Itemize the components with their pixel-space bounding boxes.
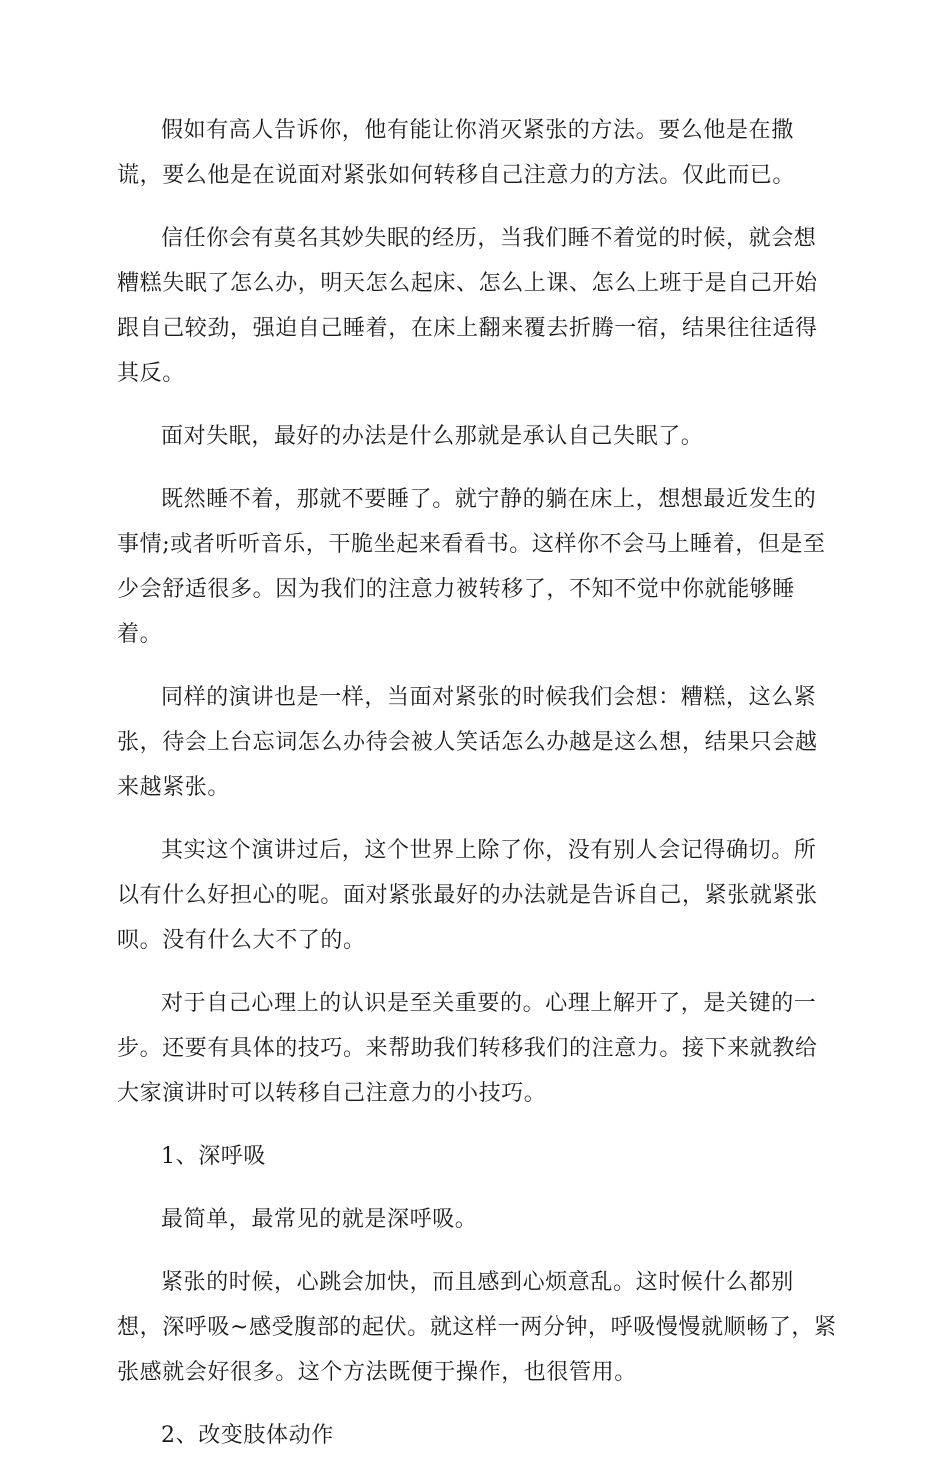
- paragraph-simplest: 最简单，最常见的就是深呼吸。: [161, 1207, 478, 1232]
- paragraph-speech-nervous: 同样的演讲也是一样，当面对紧张的时候我们会想：糟糕，这么紧张，待会上台忘词怎么办待会被人笑话怎么办越是这么想，结果只会越来越紧张。: [117, 685, 818, 800]
- paragraph-face-insomnia: 面对失眠，最好的办法是什么那就是承认自己失眠了。: [161, 424, 704, 449]
- paragraph-breathing-method: 紧张的时候，心跳会加快，而且感到心烦意乱。这时候什么都别想，深呼吸~感受腹部的起伏。就这样一两分钟，呼吸慢慢就顺畅了，紧张感就会好很多。这个方法既便于操作，也很管用。: [117, 1270, 837, 1385]
- paragraph-psychology: 对于自己心理上的认识是至关重要的。心理上解开了，是关键的一步。还要有具体的技巧。来帮助我们转移我们的注意力。接下来就教给大家演讲时可以转移自己注意力的小技巧。: [117, 991, 818, 1106]
- section-heading-body-movement: 2、改变肢体动作: [161, 1423, 334, 1448]
- paragraph-after-speech: 其实这个演讲过后，这个世界上除了你，没有别人会记得确切。所以有什么好担心的呢。面对紧张最好的办法就是告诉自己，紧张就紧张呗。没有什么大不了的。: [117, 838, 818, 953]
- document-body: [117, 108, 837, 1476]
- paragraph-cant-sleep: 既然睡不着，那就不要睡了。就宁静的躺在床上，想想最近发生的事情;或者听听音乐，干脆坐起来看看书。这样你不会马上睡着，但是至少会舒适很多。因为我们的注意力被转移了，不知不觉中你就能够睡着。: [117, 487, 826, 647]
- paragraph-intro: 假如有高人告诉你，他有能让你消灭紧张的方法。要么他是在撒谎，要么他是在说面对紧张如何转移自己注意力的方法。仅此而已。: [117, 118, 796, 188]
- paragraph-insomnia-experience: 信任你会有莫名其妙失眠的经历，当我们睡不着觉的时候，就会想糟糕失眠了怎么办，明天怎么起床、怎么上课、怎么上班于是自己开始跟自己较劲，强迫自己睡着，在床上翻来覆去折腾一宿，结果往往适得其反。: [117, 226, 818, 386]
- section-heading-deep-breath: 1、深呼吸: [161, 1144, 266, 1169]
